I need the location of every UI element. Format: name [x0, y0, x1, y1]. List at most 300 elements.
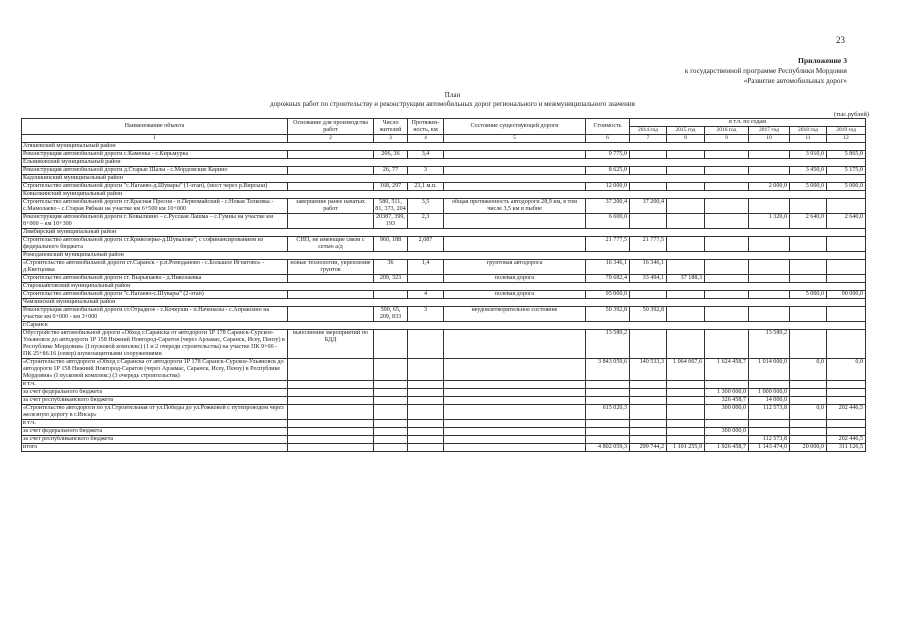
district-row — [22, 322, 866, 330]
district-name: Кадошкинский муниципальный район — [22, 175, 866, 183]
district-name: Ковылкинский муниципальный район — [22, 191, 866, 199]
appendix-ref: к государственной программе Республики Мордовия — [684, 67, 847, 75]
cell-cond — [444, 167, 586, 175]
cell-y19 — [827, 397, 866, 405]
cell-cost — [586, 397, 630, 405]
cell-len: 3 — [408, 307, 444, 322]
cell-cond: общая протяженность автодороги 28,9 км, в том числе 3,5 км в пыбне — [444, 199, 586, 214]
cell-pop: 580, 511, 81, 373, 204 — [375, 199, 406, 212]
table-row — [22, 167, 866, 175]
cell-pop: 168, 297 — [374, 183, 408, 191]
cell-cond — [444, 436, 586, 444]
cell-len: 1,4 — [408, 260, 444, 275]
cell-pop: 36 — [374, 260, 408, 275]
table-row — [22, 397, 866, 405]
cell-name: в т.ч. — [22, 420, 288, 428]
table-row — [22, 151, 866, 159]
table-row — [22, 237, 866, 252]
cell-len: 23,1 м.п. — [408, 183, 444, 191]
cell-y16 — [705, 237, 749, 252]
page-number: 23 — [836, 35, 845, 45]
cell-cond: грунтовая автодорога — [444, 260, 586, 275]
cell-cond — [444, 444, 586, 452]
district-row — [22, 252, 866, 260]
district-row — [22, 143, 866, 151]
district-row — [22, 229, 866, 237]
cell-y18 — [790, 237, 827, 252]
cell-y18 — [790, 397, 827, 405]
cell-len — [408, 381, 444, 389]
cell-cost: 16 346,1 — [586, 260, 630, 275]
cell-pop — [374, 359, 408, 381]
cell-name: за счет федерального бюджета — [22, 389, 288, 397]
cell-y17: 1 000 000,0 — [749, 389, 790, 397]
cell-y14 — [630, 381, 667, 389]
district-name: г.Саранск — [22, 322, 866, 330]
cell-cost: 9 775,0 — [586, 151, 630, 159]
cell-y16: 326 458,7 — [705, 397, 749, 405]
cell-basis — [288, 428, 374, 436]
cell-len — [408, 397, 444, 405]
cell-cond — [444, 397, 586, 405]
cell-y14 — [630, 167, 667, 175]
cell-name: Реконструкция автомобильной дороги г. Ковылкино – с.Русская Лашма – с.Гумны на участке км 8+000 – км 10+300 — [22, 214, 288, 229]
cell-y18 — [790, 330, 827, 359]
cell-name: за счет республиканского бюджета — [22, 397, 288, 405]
cell-y19: 311 126,5 — [827, 444, 866, 452]
column-number: 3 — [374, 135, 408, 143]
cell-y15 — [667, 436, 705, 444]
cell-y16 — [705, 381, 749, 389]
cell-y18: 20 000,0 — [790, 444, 827, 452]
table-row — [22, 381, 866, 389]
table-row — [22, 199, 866, 214]
cell-y17: 1 320,0 — [749, 214, 790, 229]
cell-basis — [288, 291, 374, 299]
district-row — [22, 191, 866, 199]
cell-cond: полевая дорога — [444, 275, 586, 283]
column-number: 2 — [288, 135, 374, 143]
cell-pop — [374, 428, 408, 436]
document-title — [0, 91, 905, 109]
cell-cond — [444, 151, 586, 159]
district-name: Ромодановский муниципальный район — [22, 252, 866, 260]
column-number: 10 — [749, 135, 790, 143]
cell-cost — [586, 428, 630, 436]
cell-y14 — [630, 428, 667, 436]
cell-cost: 13 580,2 — [586, 330, 630, 359]
cell-len — [408, 444, 444, 452]
header-year: 2014 год — [630, 127, 667, 135]
cell-y18 — [790, 428, 827, 436]
cell-pop — [374, 397, 408, 405]
cell-y14 — [630, 214, 667, 229]
cell-len — [408, 275, 444, 283]
cell-y15 — [667, 397, 705, 405]
cell-len: 2,087 — [408, 237, 444, 252]
header-length: Протяжен-ность, км — [408, 119, 444, 135]
cell-cost — [586, 381, 630, 389]
cell-y15 — [667, 151, 705, 159]
cell-pop: 26, 77 — [374, 167, 408, 175]
cell-name: Реконструкция автомобильной дороги д.Старые Шалы - с.Мордовские Карино — [22, 167, 288, 175]
cell-y16 — [705, 307, 749, 322]
cell-y18 — [790, 199, 827, 214]
table-row — [22, 291, 866, 299]
cell-cost — [586, 436, 630, 444]
cell-y15 — [667, 389, 705, 397]
cell-y15: 37 188,3 — [667, 275, 705, 283]
cell-y14: 33 494,1 — [630, 275, 667, 283]
cell-y15 — [667, 381, 705, 389]
cell-basis — [288, 214, 374, 229]
cell-cond — [444, 389, 586, 397]
column-number: 5 — [444, 135, 586, 143]
cell-y14: 299 744,2 — [630, 444, 667, 452]
appendix-header — [685, 56, 847, 86]
cell-y19: 5 175,0 — [827, 167, 866, 175]
cell-y14 — [630, 436, 667, 444]
cell-y19 — [827, 428, 866, 436]
cell-pop: 20387, 399, 193 — [374, 214, 408, 229]
district-name: Лямбирский муниципальный район — [22, 229, 866, 237]
cell-name: Обустройство автомобильной дороги «Обход г.Саранска от автодороги 1Р 178 Саранск-Сурское-Ульяновск до автодороги 1Р 158 Нижний Новгород-Саратов (через Арзамас, Саранск, Исеу, Пензу) в Республике Мордовия» (I пусковой комплекс) (1 и 2 очереди строительства) на участке ПК 9+00 - ПК 25+86.16 (север) шумозащитными сооружениями — [22, 330, 288, 359]
cell-y16 — [705, 420, 749, 428]
cell-cost: 615 020,3 — [586, 405, 630, 420]
cell-y14: 37 200,4 — [630, 199, 667, 214]
table-body — [22, 143, 866, 452]
table-row — [22, 428, 866, 436]
cell-y14: 140 533,3 — [630, 359, 667, 381]
cell-y18: 3 450,0 — [790, 167, 827, 175]
cell-y15 — [667, 405, 705, 420]
cell-pop — [374, 389, 408, 397]
cell-cond — [444, 405, 586, 420]
cell-basis — [288, 275, 374, 283]
cell-name: «Строительство автомобильной дороги ст.Саранск - р.п.Ромоданово - с.Большое Игнатово» - д.Кветцовка — [22, 260, 288, 275]
cell-name: Реконструкция автомобильной дороги ст.Отрадное - с.Кочкуши - п.Наченалы - с.Апраксино на участке км 0+000 - км 3+000 — [22, 307, 288, 322]
district-row — [22, 175, 866, 183]
cell-y15 — [667, 291, 705, 299]
table-row — [22, 330, 866, 359]
cell-name: Реконструкция автомобильной дороги с.Каменка - с.Кирьмуркa — [22, 151, 288, 159]
district-row — [22, 299, 866, 307]
cell-basis — [288, 405, 374, 420]
cell-len: 4 — [408, 291, 444, 299]
header-year: 2018 год — [790, 127, 827, 135]
district-name: Ельниковский муниципальный район — [22, 159, 866, 167]
cell-basis: завершение ранее начатых работ — [288, 199, 374, 214]
cell-pop — [374, 420, 408, 428]
cell-y18 — [790, 420, 827, 428]
cell-basis — [288, 359, 374, 381]
column-number: 9 — [705, 135, 749, 143]
cell-y16 — [705, 291, 749, 299]
cell-y14 — [630, 420, 667, 428]
table-row — [22, 183, 866, 191]
cell-name: Строительство автомобильной дороги "с.Нагаево-д.Шувары" (1-этап), (мост через р.Вирсыш) — [22, 183, 288, 191]
cell-y17 — [749, 151, 790, 159]
cell-y17: 13 580,2 — [749, 330, 790, 359]
cell-basis — [288, 397, 374, 405]
cell-y14: 50 392,8 — [630, 307, 667, 322]
cell-y17 — [749, 275, 790, 283]
cell-pop — [374, 436, 408, 444]
cell-len — [408, 389, 444, 397]
cell-y17 — [749, 237, 790, 252]
cell-cond: полевая дорога — [444, 291, 586, 299]
header-population: Число жителей — [374, 119, 408, 135]
cell-y15 — [667, 167, 705, 175]
cell-y19: 90 000,0 — [827, 291, 866, 299]
cell-pop: 960, 188 — [374, 237, 408, 252]
table-row — [22, 214, 866, 229]
cell-cond — [444, 381, 586, 389]
cell-cost: 6 600,0 — [586, 214, 630, 229]
cell-y19 — [827, 330, 866, 359]
cell-y19 — [827, 389, 866, 397]
cell-name: Строительство автомобильной дороги ст.Красная Пресня - п.Первомайский - с.Новая Толковка - с.Мамолаево - с.Старая Рябкан на участке км 6+500 км 10+000 — [22, 199, 288, 214]
cell-basis: новые технологии, укрепление грунтов — [288, 260, 374, 275]
cell-y19 — [827, 260, 866, 275]
cell-y15 — [667, 237, 705, 252]
cell-y16 — [705, 183, 749, 191]
cell-cost — [586, 420, 630, 428]
cell-y18 — [790, 307, 827, 322]
cell-y17 — [749, 307, 790, 322]
cell-y15: 1 064 067,6 — [667, 359, 705, 381]
cell-y18: 3 910,0 — [790, 151, 827, 159]
cell-y14 — [630, 330, 667, 359]
header-by-years: в т.ч. по годам — [630, 119, 866, 127]
cell-cost: 8 625,0 — [586, 167, 630, 175]
header-basis: Основание для производства работ — [288, 119, 374, 135]
cell-y15 — [667, 330, 705, 359]
cell-pop — [374, 444, 408, 452]
cell-y19 — [827, 307, 866, 322]
header-year: 2019 год — [827, 127, 866, 135]
cell-len — [408, 420, 444, 428]
cell-len: 3,4 — [408, 151, 444, 159]
cell-name: за счет республиканского бюджета — [22, 436, 288, 444]
cell-y19 — [827, 381, 866, 389]
table-row — [22, 260, 866, 275]
header-condition: Состояние существующей дороги — [444, 119, 586, 135]
cell-y15 — [667, 199, 705, 214]
cell-y16 — [705, 260, 749, 275]
cell-cond — [444, 330, 586, 359]
cell-y17: 1 143 474,0 — [749, 444, 790, 452]
cell-y18: 0,0 — [790, 359, 827, 381]
appendix-program: «Развитие автомобильных дорог» — [743, 77, 847, 85]
cell-y19: 5 865,0 — [827, 151, 866, 159]
cell-basis — [288, 151, 374, 159]
cell-y16: 300 000,0 — [705, 405, 749, 420]
table-row — [22, 389, 866, 397]
cell-y17: 14 000,0 — [749, 397, 790, 405]
cell-basis — [288, 183, 374, 191]
cell-y17 — [749, 381, 790, 389]
cell-y16: 300 000,0 — [705, 428, 749, 436]
cell-len: 3 — [408, 167, 444, 175]
cell-y19: 2 640,0 — [827, 214, 866, 229]
cell-y16 — [705, 199, 749, 214]
cell-y18: 5 000,0 — [790, 183, 827, 191]
units-label: (тыс.рублей) — [833, 111, 869, 118]
cell-y18: 0,0 — [790, 405, 827, 420]
cell-y17: 2 000,0 — [749, 183, 790, 191]
cell-y16 — [705, 275, 749, 283]
cell-cond — [444, 359, 586, 381]
cell-basis: СНП, не имеющие связи с сетью а/д — [288, 237, 374, 252]
cell-len: 3,5 — [408, 199, 444, 214]
header-name: Наименование объекта — [22, 119, 288, 135]
cell-y17 — [749, 291, 790, 299]
cell-basis — [288, 307, 374, 322]
cell-y14 — [630, 151, 667, 159]
cell-y15 — [667, 428, 705, 436]
cell-y19 — [827, 420, 866, 428]
cell-y16 — [705, 151, 749, 159]
cell-basis — [288, 420, 374, 428]
cell-cost: 4 802 059,3 — [586, 444, 630, 452]
district-name: Чамзинский муниципальный район — [22, 299, 866, 307]
column-number: 8 — [667, 135, 705, 143]
column-number: 12 — [827, 135, 866, 143]
cell-y14 — [630, 405, 667, 420]
cell-y17 — [749, 420, 790, 428]
cell-y18 — [790, 436, 827, 444]
title-line-2: дорожных работ по строительству и реконструкции автомобильных дорог регионального и межмуниципального значения — [270, 100, 635, 108]
cell-y18: 5 000,0 — [790, 291, 827, 299]
cell-y19: 202 446,5 — [827, 405, 866, 420]
cell-y18: 2 640,0 — [790, 214, 827, 229]
table-row — [22, 359, 866, 381]
column-number: 11 — [790, 135, 827, 143]
table-row — [22, 444, 866, 452]
cell-basis — [288, 436, 374, 444]
cell-y18 — [790, 389, 827, 397]
column-numbers-row — [22, 135, 866, 143]
cell-pop: 590, 65, 209, 833 — [374, 307, 408, 322]
cell-name: Строительство автомобильной дороги ст.Кривозерье-д.Шувалово", с софинансированием из федерального бюджета — [22, 237, 288, 252]
cell-cond — [444, 428, 586, 436]
cell-name: «Строительство автодороги по ул.Строительная от ул.Победы до ул.Рожковой с путепроводом через железную дорогу в г.Инсар» — [22, 405, 288, 420]
header-year: 2017 год — [749, 127, 790, 135]
cell-name: Строительство автомобильной дороги "с.Нагаево-с.Шувары" (2-этап) — [22, 291, 288, 299]
cell-name: Строительство автомобильной дороги ст. Вырыпаево - д.Николаевка — [22, 275, 288, 283]
cell-y14: 21 777,5 — [630, 237, 667, 252]
cell-len — [408, 405, 444, 420]
cell-y14 — [630, 397, 667, 405]
cell-y17 — [749, 199, 790, 214]
cell-len — [408, 436, 444, 444]
cell-y18 — [790, 381, 827, 389]
cell-cost: 12 000,0 — [586, 183, 630, 191]
cell-cost: 50 392,8 — [586, 307, 630, 322]
cell-y15 — [667, 214, 705, 229]
cell-cond — [444, 214, 586, 229]
cell-pop: 209, 323 — [374, 275, 408, 283]
cell-cost: 21 777,5 — [586, 237, 630, 252]
cell-pop — [374, 405, 408, 420]
cell-y17: 112 573,8 — [749, 436, 790, 444]
district-row — [22, 283, 866, 291]
cell-pop: 206, 36 — [374, 151, 408, 159]
cell-len — [408, 359, 444, 381]
district-row — [22, 159, 866, 167]
cell-name: в т.ч. — [22, 381, 288, 389]
cell-len — [408, 428, 444, 436]
cell-cond — [444, 420, 586, 428]
cell-cost: 70 682,4 — [586, 275, 630, 283]
header-year: 2016 год — [705, 127, 749, 135]
cell-y18 — [790, 275, 827, 283]
cell-y16: 1 624 458,7 — [705, 359, 749, 381]
cell-y19 — [827, 237, 866, 252]
cell-basis — [288, 389, 374, 397]
column-number: 1 — [22, 135, 288, 143]
cell-basis — [288, 381, 374, 389]
cell-y17: 1 014 000,0 — [749, 359, 790, 381]
district-name: Атяшевский муниципальный район — [22, 143, 866, 151]
table-row — [22, 436, 866, 444]
cell-y14 — [630, 183, 667, 191]
cell-cost: 37 200,4 — [586, 199, 630, 214]
cell-pop — [374, 330, 408, 359]
cell-cost: 3 843 059,6 — [586, 359, 630, 381]
cell-basis — [288, 444, 374, 452]
cell-name: «Строительство автодороги «Обход г.Саранска от автодороги 1Р 178 Саранск-Сурское-Ульяновск до автодороги 1Р 158 Нижний Новгород-Саратов (через Арзамас, Саранск, Исеу, Пензу) в Республике Мордовия» (I пусковой комплекс) (3 очередь строительства) — [22, 359, 288, 381]
cell-y14 — [630, 389, 667, 397]
cell-y15 — [667, 183, 705, 191]
cell-y18 — [790, 260, 827, 275]
cell-cost: 95 000,0 — [586, 291, 630, 299]
road-works-table — [21, 118, 866, 452]
cell-y19 — [827, 199, 866, 214]
cell-y14 — [630, 291, 667, 299]
district-name: Старошайговский муниципальный район — [22, 283, 866, 291]
cell-cond — [444, 183, 586, 191]
cell-cond — [444, 237, 586, 252]
cell-y17 — [749, 167, 790, 175]
cell-y16 — [705, 330, 749, 359]
table-row — [22, 405, 866, 420]
cell-y17: 112 573,8 — [749, 405, 790, 420]
cell-name: за счет федерального бюджета — [22, 428, 288, 436]
cell-cond: неудовлетворительное состояние — [444, 307, 586, 322]
column-number: 7 — [630, 135, 667, 143]
cell-y19: 5 000,0 — [827, 183, 866, 191]
table-row — [22, 420, 866, 428]
header-year: 2015 год — [667, 127, 705, 135]
appendix-number: Приложение 3 — [798, 56, 847, 65]
cell-len — [408, 330, 444, 359]
cell-y17 — [749, 260, 790, 275]
column-number: 6 — [586, 135, 630, 143]
cell-y15 — [667, 420, 705, 428]
cell-y16 — [705, 214, 749, 229]
cell-basis — [288, 167, 374, 175]
cell-y19: 202 446,5 — [827, 436, 866, 444]
cell-pop — [374, 381, 408, 389]
cell-pop — [374, 291, 408, 299]
cell-y15 — [667, 307, 705, 322]
cell-y16: 1 300 000,0 — [705, 389, 749, 397]
cell-name: итого — [22, 444, 288, 452]
cell-cost — [586, 389, 630, 397]
header-cost: Стоимость — [586, 119, 630, 135]
